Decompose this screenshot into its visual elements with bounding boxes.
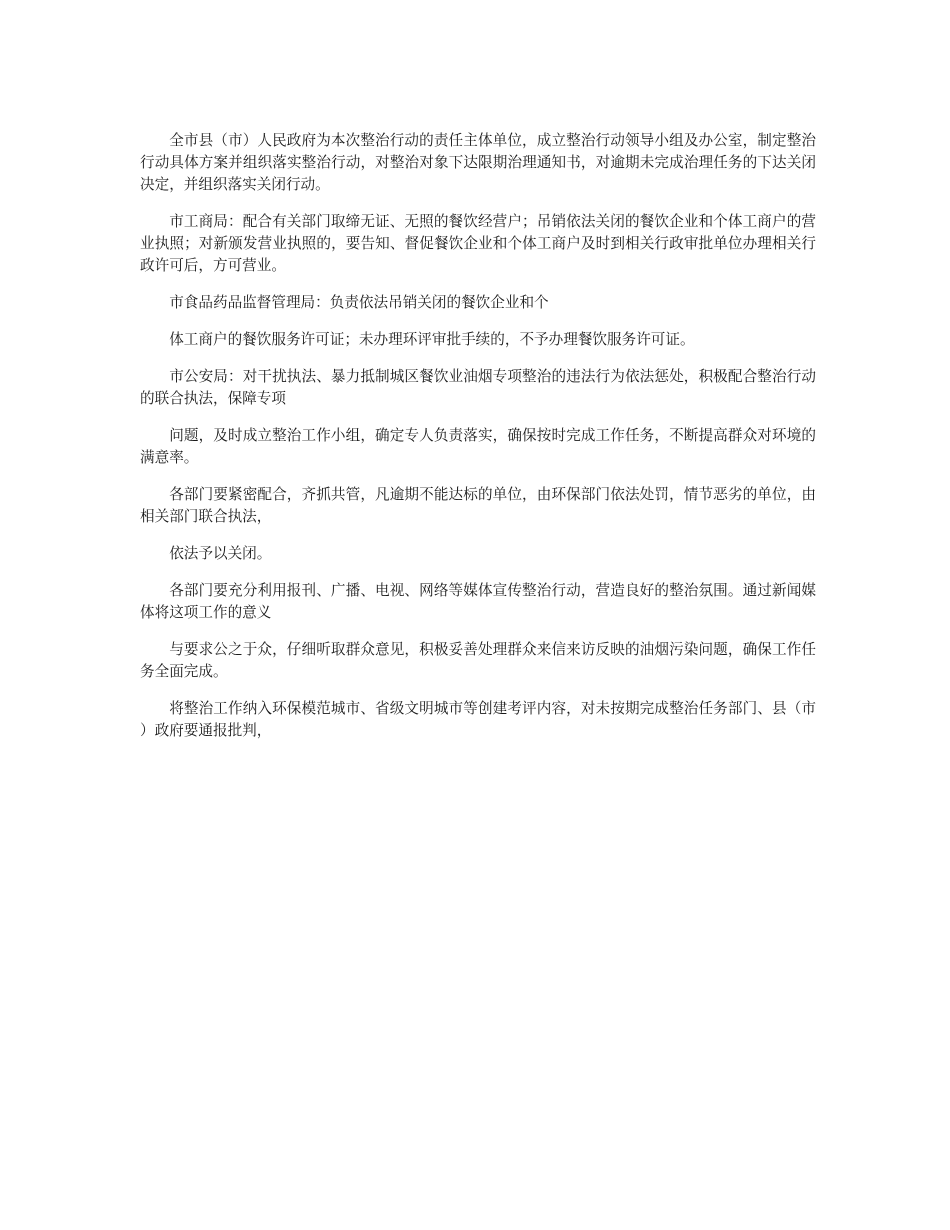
document-body xyxy=(140,130,816,757)
paragraph-responsible-units: 全市县（市）人民政府为本次整治行动的责任主体单位，成立整治行动领导小组及办公室，制定整治行动具体方案并组织落实整治行动，对整治对象下达限期治理通知书，对逾期未完成治理任务的下达关闭决定，并组织落实关闭行动。 xyxy=(140,132,816,193)
paragraph-cooperation: 各部门要紧密配合，齐抓共管，凡逾期不能达标的单位，由环保部门依法处罚，情节恶劣的单位，由相关部门联合执法， xyxy=(140,486,816,525)
paragraph-public-security-bureau: 市公安局：对干扰执法、暴力抵制城区餐饮业油烟专项整治的违法行为依法惩处，积极配合整治行动的联合执法，保障专项 xyxy=(140,368,816,407)
paragraph-media-publicity: 各部门要充分利用报刊、广播、电视、网络等媒体宣传整治行动，营造良好的整治氛围。通过新闻媒体将这项工作的意义 xyxy=(140,582,816,621)
paragraph-food-drug-bureau: 市食品药品监督管理局：负责依法吊销关闭的餐饮企业和个 xyxy=(169,294,549,311)
paragraph-closure: 依法予以关闭。 xyxy=(169,545,272,562)
paragraph-commerce-bureau: 市工商局：配合有关部门取缔无证、无照的餐饮经营户；吊销依法关闭的餐饮企业和个体工商户的营业执照；对新颁发营业执照的，要告知、督促餐饮企业和个体工商户及时到相关行政审批单位办理相关行政许可后，方可营业。 xyxy=(140,213,816,274)
paragraph-work-group: 问题，及时成立整治工作小组，确定专人负责落实，确保按时完成工作任务，不断提高群众对环境的满意率。 xyxy=(140,427,816,466)
paragraph-public-opinion: 与要求公之于众，仔细听取群众意见，积极妥善处理群众来信来访反映的油烟污染问题，确保工作任务全面完成。 xyxy=(140,641,816,680)
paragraph-food-license: 体工商户的餐饮服务许可证；未办理环评审批手续的，不予办理餐饮服务许可证。 xyxy=(169,331,695,348)
paragraph-evaluation: 将整治工作纳入环保模范城市、省级文明城市等创建考评内容，对未按期完成整治任务部门、县（市）政府要通报批判， xyxy=(140,700,816,739)
